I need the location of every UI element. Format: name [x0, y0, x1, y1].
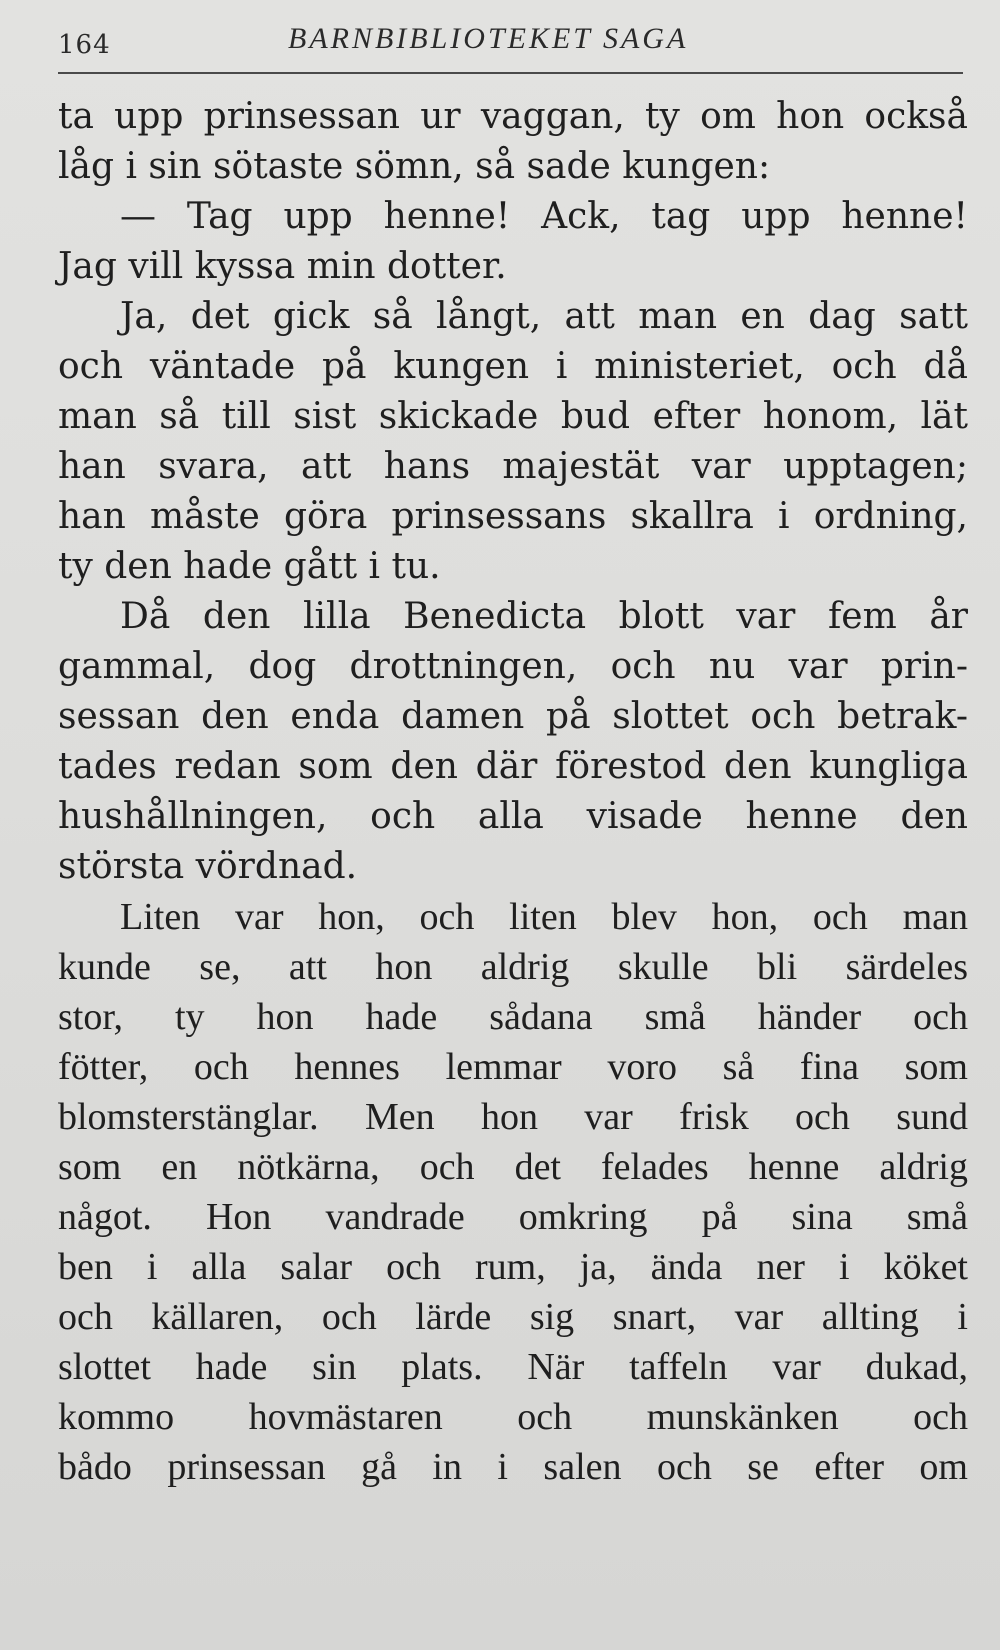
body-text-upper: [58, 92, 968, 892]
text-line: största vördnad.: [58, 846, 358, 887]
text-line: sessan den enda damen på slottet och betrak-: [58, 696, 968, 737]
text-line: Ja, det gick så långt, att man en dag satt: [120, 296, 968, 337]
text-line: han måste göra prinsessans skallra i ordning,: [58, 496, 968, 537]
paragraph: [58, 592, 968, 892]
text-line: gammal, dog drottningen, och nu var prin-: [58, 646, 968, 687]
text-line: ty den hade gått i tu.: [58, 546, 441, 587]
text-line: hushållningen, och alla visade henne den: [58, 796, 968, 837]
text-line: han svara, att hans majestät var upptagen;: [58, 446, 968, 487]
paragraph: [58, 292, 968, 592]
text-line: fötter, och hennes lemmar voro så fina som: [58, 1046, 968, 1088]
header-rule: [58, 72, 963, 74]
text-line: kommo hovmästaren och munskänken och: [58, 1396, 968, 1438]
text-line: ta upp prinsessan ur vaggan, ty om hon också: [58, 96, 968, 137]
body-text-lower: [58, 892, 968, 1492]
text-line: kunde se, att hon aldrig skulle bli särdeles: [58, 946, 968, 988]
paragraph: [58, 892, 968, 1492]
text-line: stor, ty hon hade sådana små händer och: [58, 996, 968, 1038]
text-line: blomsterstänglar. Men hon var frisk och sund: [58, 1096, 968, 1138]
text-line: som en nötkärna, och det felades henne aldrig: [58, 1146, 968, 1188]
text-line: — Tag upp henne! Ack, tag upp henne!: [120, 196, 968, 237]
text-line: tades redan som den där förestod den kungliga: [58, 746, 968, 787]
text-line: något. Hon vandrade omkring på sina små: [58, 1196, 968, 1238]
text-line: låg i sin sötaste sömn, så sade kungen:: [58, 146, 771, 187]
text-line: man så till sist skickade bud efter honom, lät: [58, 396, 968, 437]
text-line: och väntade på kungen i ministeriet, och då: [58, 346, 968, 387]
text-line: slottet hade sin plats. När taffeln var dukad,: [58, 1346, 968, 1388]
paragraph: [58, 192, 968, 292]
running-title: BARNBIBLIOTEKET SAGA: [288, 22, 689, 55]
text-line: Liten var hon, och liten blev hon, och man: [120, 896, 968, 938]
text-line: bådo prinsessan gå in i salen och se efter om: [58, 1446, 968, 1488]
text-line: ben i alla salar och rum, ja, ända ner i köket: [58, 1246, 968, 1288]
text-line: Då den lilla Benedicta blott var fem år: [120, 596, 968, 637]
text-line: och källaren, och lärde sig snart, var allting i: [58, 1296, 968, 1338]
page-header: [58, 18, 963, 74]
paragraph: [58, 92, 968, 192]
page-number: 164: [58, 30, 111, 60]
text-line: Jag vill kyssa min dotter.: [58, 246, 507, 287]
